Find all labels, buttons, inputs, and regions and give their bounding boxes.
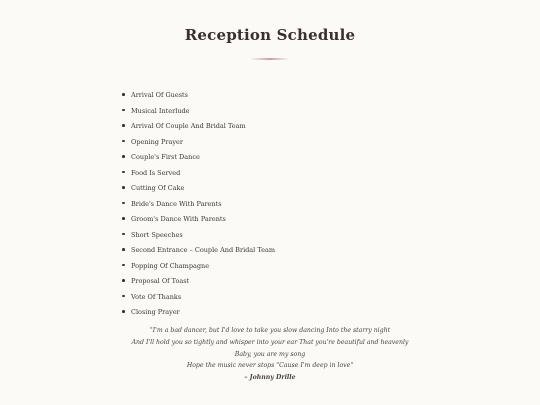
list-item [122, 260, 275, 276]
list-item-label: Proposal Of Toast [131, 277, 190, 285]
list-item-label: Musical Interlude [131, 106, 190, 115]
bullet-icon [122, 248, 125, 251]
list-item [122, 151, 275, 167]
list-item [122, 120, 275, 136]
list-item-label: Arrival Of Couple And Bridal Team [131, 122, 246, 130]
bullet-icon [122, 186, 125, 189]
page-title: Reception Schedule [184, 26, 356, 44]
list-item-label: Popping Of Champagne [131, 261, 210, 270]
list-item-label: Food Is Served [131, 168, 181, 177]
list-item-label: Groom's Dance With Parents [131, 215, 226, 223]
list-item-label: Opening Prayer [131, 137, 183, 146]
schedule-list [122, 89, 275, 322]
bullet-icon [122, 171, 125, 174]
bullet-icon [122, 140, 125, 143]
list-item-label: Second Entrance – Couple And Bridal Team [131, 246, 276, 254]
list-item [122, 306, 275, 322]
list-item [122, 244, 275, 260]
bullet-icon [122, 233, 125, 236]
bullet-icon [122, 264, 125, 267]
list-item-label: Closing Prayer [131, 308, 180, 316]
title-divider [250, 58, 290, 60]
quote-author: – Johnny Drille [244, 374, 296, 382]
bullet-icon [122, 295, 125, 298]
list-item [122, 213, 275, 229]
bullet-icon [122, 279, 125, 282]
list-item [122, 136, 275, 152]
bullet-icon [122, 202, 125, 205]
list-item [122, 229, 275, 245]
bullet-icon [122, 217, 125, 220]
list-item-label: Couple's First Dance [131, 153, 200, 161]
list-item [122, 182, 275, 198]
list-item [122, 275, 275, 291]
quote-line: And I'll hold you so tightly and whisper into your ear That you're beautiful and heavenly [131, 338, 409, 346]
list-item-label: Arrival Of Guests [131, 91, 188, 99]
list-item [122, 198, 275, 214]
list-item-label: Short Speeches [131, 230, 183, 239]
quote-line: "I'm a bad dancer, but I'd love to take you slow dancing Into the starry night [149, 327, 391, 334]
bullet-icon [122, 310, 125, 313]
list-item-label: Cutting Of Cake [131, 184, 185, 192]
quote-block [0, 325, 540, 384]
bullet-icon [122, 93, 125, 96]
quote-line: Baby, you are my song [234, 350, 306, 358]
quote-line: Hope the music never stops "Cause I'm deep in love" [186, 362, 354, 370]
list-item [122, 105, 275, 121]
list-item [122, 89, 275, 105]
list-item-label: Vote Of Thanks [131, 292, 182, 301]
list-item [122, 291, 275, 307]
list-item [122, 167, 275, 183]
bullet-icon [122, 155, 125, 158]
bullet-icon [122, 109, 125, 112]
bullet-icon [122, 124, 125, 127]
list-item-label: Bride's Dance With Parents [131, 199, 222, 208]
